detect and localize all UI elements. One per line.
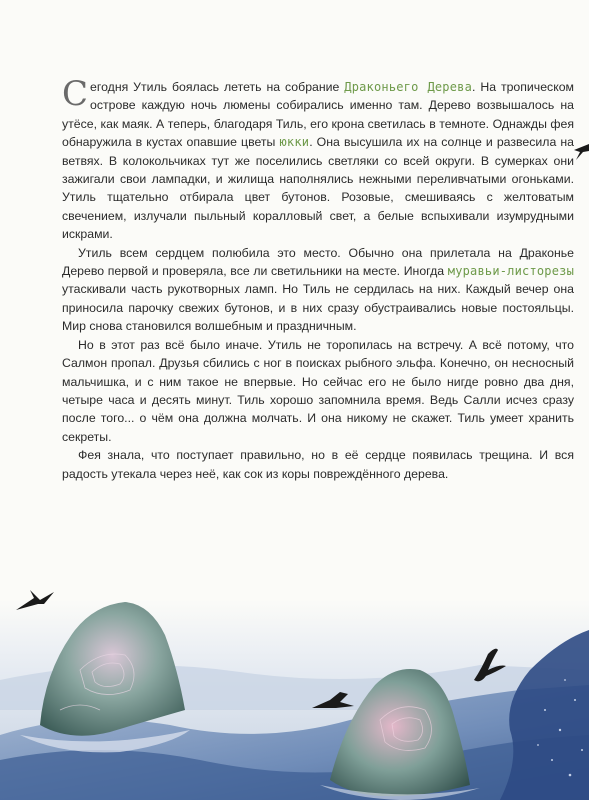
paragraph-4: Фея знала, что поступает правильно, но в её сердце появилась трещина. И вся радость утекала через неё, как сок из коры повреждённого дерева.	[62, 448, 574, 481]
highlight-leafcutter-ants: муравьи-листорезы	[447, 264, 574, 279]
paragraph-2-part-a: Утиль всем сердцем полюбила это место. Обычно она прилетала на Драконье Дерево первой и проверяла, все ли светильники на месте. Иногда	[62, 245, 574, 279]
paragraph-2	[62, 244, 574, 336]
highlight-yucca: юкки	[279, 135, 310, 150]
drop-cap: С	[62, 74, 89, 114]
story-text	[62, 74, 575, 483]
bird-icon-right-margin	[572, 140, 589, 162]
paragraph-1-part-a: егодня Утиль боялась лететь на собрание	[90, 80, 345, 94]
paragraph-1-part-b: . На тропическом острове каждую ночь люмены собирались именно там. Дерево возвышалось на утёсе, как маяк. А теперь, благодаря Тиль, его крона светилась в темноте. Однажды фея обнаружила в кустах опавшие цветы	[62, 80, 575, 150]
paragraph-1-part-c: . Она высушила их на солнце и развесила на ветвях. В колокольчиках тут же поселились светляки со всей округи. В сумерках они зажигали свои лампадки, и жилища наполнялись нежными переливчатыми огоньками. Утиль тщательно отбирала цвет бутонов. Розовые, смешиваясь с желтоватым свечением, излучали пыльный коралловый свет, а белые вспыхивали изумрудными искрами.	[62, 135, 574, 242]
highlight-dragon-tree: Драконьего Дерева	[344, 80, 472, 94]
sea-rocks-illustration	[0, 560, 589, 800]
paragraph-2-part-b: утаскивали часть рукотворных ламп. Но Тиль не сердилась на них. Каждый вечер она приносила парочку свежих бутонов, и в них сразу обустраивались новые постояльцы. Мир снова становился волшебным и праздничным.	[62, 282, 574, 334]
paragraph-1	[62, 74, 575, 244]
paragraph-3: Но в этот раз всё было иначе. Утиль не торопилась на встречу. А всё потому, что Салмон пропал. Друзья сбились с ног в поисках рыбного эльфа. Конечно, он несносный мальчишка, и с ним такое не впервые. Но сейчас его не было нигде ровно два дня, четыре часа и десять минут. Тиль хорошо запомнила время. Ведь Салли исчез сразу после того... о чём она должна молчать. И она никому не скажет. Тиль умеет хранить секреты.	[62, 337, 574, 444]
